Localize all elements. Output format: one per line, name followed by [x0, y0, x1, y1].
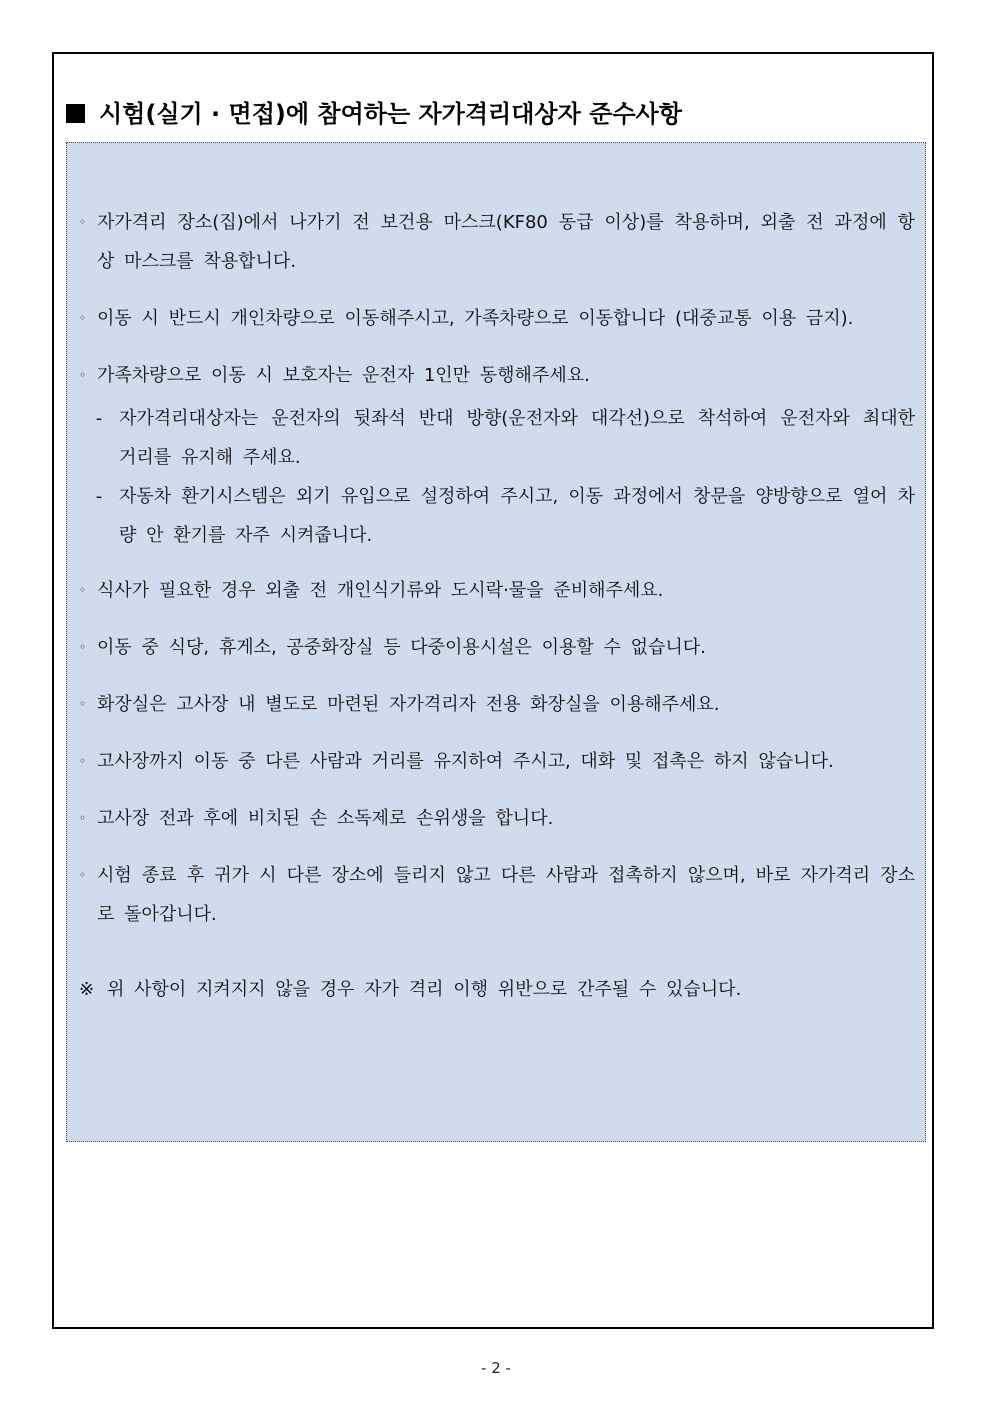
list-item-text: 자가격리 장소(집)에서 나가기 전 보건용 마스크(KF80 동급 이상)를 착용하며, 외출 전 과정에 항상 마스크를 착용합니다. — [97, 212, 915, 272]
footnote-text: 위 사항이 지켜지지 않을 경우 자가 격리 이행 위반으로 간주될 수 있습니다. — [107, 979, 742, 1000]
list-item-text: 고사장까지 이동 중 다른 사람과 거리를 유지하여 주시고, 대화 및 접촉은 하지 않습니다. — [97, 751, 834, 772]
bullet-icon: ◦ — [79, 368, 87, 382]
notice-box — [66, 142, 926, 1142]
footnote — [79, 970, 915, 1009]
list-item — [79, 856, 915, 934]
bullet-icon: ◦ — [79, 754, 87, 768]
bullet-icon: ◦ — [79, 868, 87, 882]
page-frame — [52, 52, 934, 1329]
reference-mark-icon: ※ — [79, 979, 95, 1000]
dash-marker: - — [95, 486, 103, 507]
list-item-text: 고사장 전과 후에 비치된 손 소독제로 손위생을 합니다. — [97, 808, 554, 829]
bullet-icon: ◦ — [79, 311, 87, 325]
document-title — [66, 94, 682, 129]
list-item — [79, 628, 915, 667]
black-square-icon — [66, 104, 85, 123]
list-item-text: 이동 시 반드시 개인차량으로 이동해주시고, 가족차량으로 이동합니다 (대중교통 이용 금지). — [97, 308, 854, 329]
list-item — [79, 799, 915, 838]
bullet-icon: ◦ — [79, 697, 87, 711]
sub-list-item — [79, 477, 915, 555]
bullet-icon: ◦ — [79, 811, 87, 825]
bullet-icon: ◦ — [79, 583, 87, 597]
list-item-text: 가족차량으로 이동 시 보호자는 운전자 1인만 동행해주세요. — [97, 365, 590, 386]
list-item-text: 이동 중 식당, 휴게소, 공중화장실 등 다중이용시설은 이용할 수 없습니다. — [97, 637, 706, 658]
bullet-icon: ◦ — [79, 640, 87, 654]
title-text: 시험(실기 · 면접)에 참여하는 자가격리대상자 준수사항 — [99, 100, 682, 128]
dash-marker: - — [95, 408, 103, 429]
list-item — [79, 356, 915, 395]
list-item — [79, 299, 915, 338]
list-item — [79, 571, 915, 610]
list-item-text: 식사가 필요한 경우 외출 전 개인식기류와 도시락·물을 준비해주세요. — [97, 580, 664, 601]
list-item — [79, 203, 915, 281]
sub-list-item-text: 자가격리대상자는 운전자의 뒷좌석 반대 방향(운전자와 대각선)으로 착석하여 운전자와 최대한 거리를 유지해 주세요. — [119, 408, 915, 468]
list-item-text: 화장실은 고사장 내 별도로 마련된 자가격리자 전용 화장실을 이용해주세요. — [97, 694, 720, 715]
sub-list — [79, 399, 915, 555]
sub-list-item — [79, 399, 915, 477]
sub-list-item-text: 자동차 환기시스템은 외기 유입으로 설정하여 주시고, 이동 과정에서 창문을 양방향으로 열어 차량 안 환기를 자주 시켜줍니다. — [119, 486, 915, 546]
bullet-icon: ◦ — [79, 215, 87, 229]
notice-content — [79, 203, 915, 1009]
list-item-text: 시험 종료 후 귀가 시 다른 장소에 들리지 않고 다른 사람과 접촉하지 않으며, 바로 자가격리 장소로 돌아갑니다. — [97, 865, 915, 925]
list-item — [79, 685, 915, 724]
page-number: - 2 - — [481, 1359, 511, 1377]
list-item — [79, 742, 915, 781]
